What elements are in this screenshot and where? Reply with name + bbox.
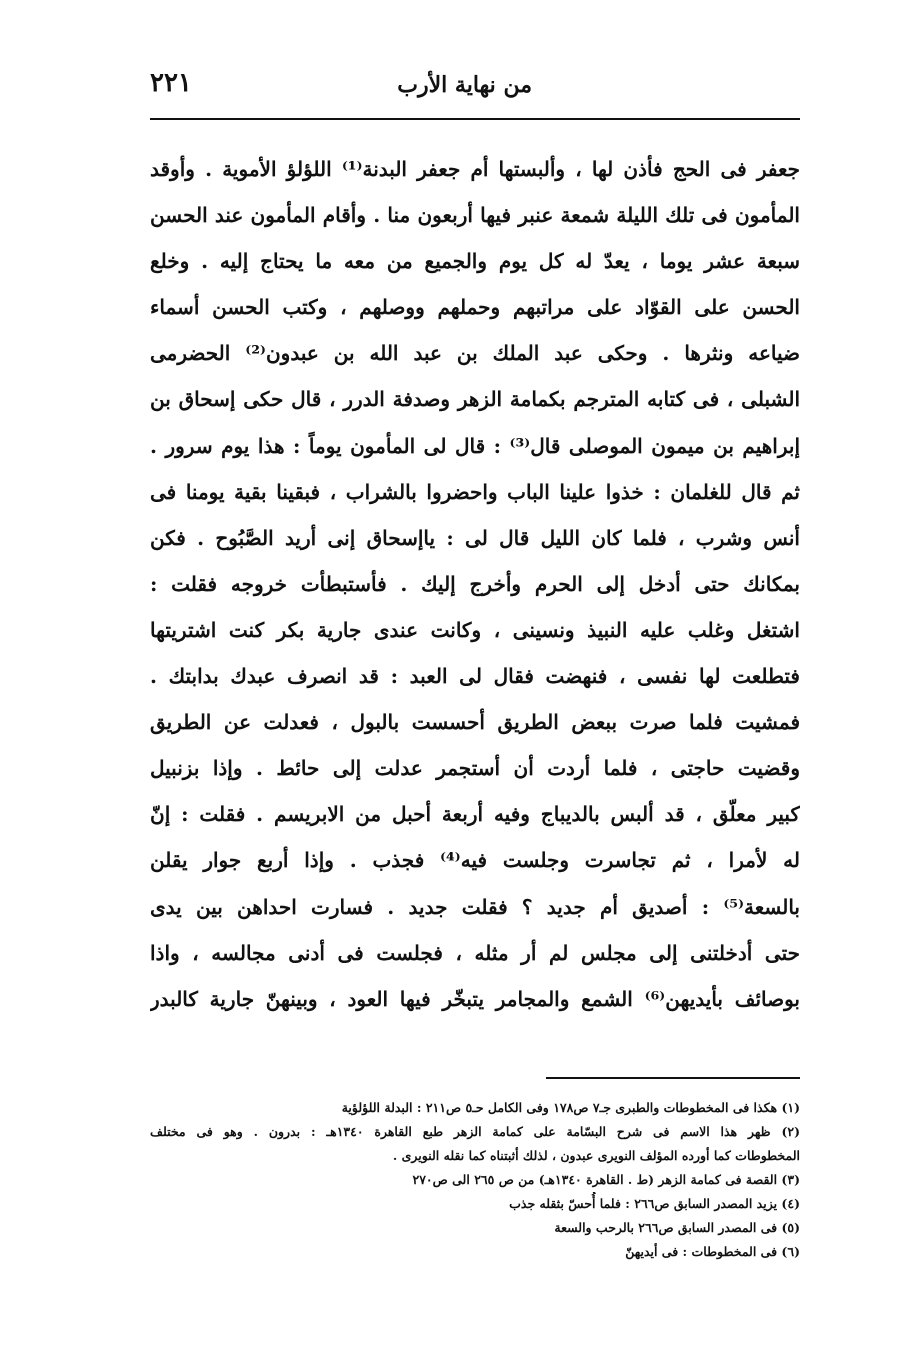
page-number: ٢٢١ <box>150 68 192 98</box>
body-line: بوصائف بأيديهن⁽⁶⁾ الشمع والمجامر يتبخّر فيها العود ، وبينهنّ جارية كالبدر <box>150 986 800 1011</box>
footnote-rule <box>546 1077 800 1079</box>
body-line: وقضيت حاجتى ، فلما أردت أن أستجمر عدلت إلى حائط . وإذا بزنبيل <box>150 756 800 781</box>
body-line: ضياعه ونثرها . وحكى عبد الملك بن عبد الله بن عبدون⁽²⁾ الحضرمى <box>150 341 800 366</box>
footnote: (٣) القصة فى كمامة الزهر (ط . القاهرة ١٣٤٠هـ) من ص ٢٦٥ الى ص٢٧٠ <box>412 1172 800 1187</box>
body-line: أنس وشرب ، فلما كان الليل قال لى : ياإسحاق إنى أريد الصَّبُوح . فكن <box>150 525 800 550</box>
body-line: له لأمرا ، ثم تجاسرت وجلست فيه⁽⁴⁾ فجذب . وإذا أربع جوار يقلن <box>150 848 800 873</box>
body-line: ثم قال للغلمان : خذوا علينا الباب واحضروا بالشراب ، فبقينا بقية يومنا فى <box>150 479 800 504</box>
body-text <box>150 146 800 1022</box>
footnote: (٦) فى المخطوطات : فى أيديهنّ <box>625 1244 800 1259</box>
footnote: (٤) يزيد المصدر السابق ص٢٦٦ : فلما أُحسّ بثقله جذب <box>509 1196 800 1211</box>
body-line: اشتغل وغلب عليه النبيذ ونسينى ، وكانت عندى جارية بكر كنت اشتريتها <box>150 617 800 642</box>
body-line: المأمون فى تلك الليلة شمعة عنبر فيها أربعون منا . وأقام المأمون عند الحسن <box>150 203 800 228</box>
body-line: فتطلعت لها نفسى ، فنهضت فقال لى العبد : قد انصرف عبدك بدابتك . <box>150 664 800 689</box>
footnotes <box>150 1096 800 1264</box>
body-line: بمكانك حتى أدخل إلى الحرم وأخرج إليك . فأستبطأت خروجه فقلت : <box>150 571 800 596</box>
footnote: (١) هكذا فى المخطوطات والطبرى جـ٧ ص١٧٨ وفى الكامل حـ٥ ص٢١١ : البدلة اللؤلؤية <box>341 1100 800 1115</box>
body-line: كبير معلّق ، قد ألبس بالديباج وفيه أربعة أحبل من الابريسم . فقلت : إنّ <box>150 802 800 827</box>
footnote-continuation: المخطوطات كما أورده المؤلف النويرى عبدون ، لذلك أثبتناه كما نقله النويرى . <box>392 1148 800 1163</box>
body-line: الشبلى ، فى كتابه المترجم بكمامة الزهر وصدفة الدرر ، قال حكى إسحاق بن <box>150 387 800 412</box>
footnote: (٢) ظهر هذا الاسم فى شرح البسّامة على كمامة الزهر طبع القاهرة ١٣٤٠هـ : بدرون . وهو فى مختلف <box>150 1124 800 1139</box>
body-line: حتى أدخلتنى إلى مجلس لم أر مثله ، فجلست فى أدنى مجالسه ، واذا <box>150 940 800 965</box>
body-line: بالسعة⁽⁵⁾ : أصديق أم جديد ؟ فقلت جديد . فسارت احداهن بين يدى <box>150 894 800 919</box>
body-line: فمشيت فلما صرت ببعض الطريق أحسست بالبول ، فعدلت عن الطريق <box>150 710 800 735</box>
page-header <box>150 68 800 112</box>
body-line: إبراهيم بن ميمون الموصلى قال⁽³⁾ : قال لى المأمون يوماً : هذا يوم سرور . <box>150 433 800 458</box>
running-title: من نهاية الأرب <box>397 72 532 98</box>
body-line: سبعة عشر يوما ، يعدّ له كل يوم والجميع من معه ما يحتاج إليه . وخلع <box>150 249 800 274</box>
footnote: (٥) فى المصدر السابق ص٢٦٦ بالرحب والسعة <box>554 1220 800 1235</box>
header-rule <box>150 118 800 120</box>
body-line: الحسن على القوّاد على مراتبهم وحملهم ووصلهم ، وكتب الحسن أسماء <box>150 295 800 320</box>
body-line: جعفر فى الحج فأذن لها ، وألبستها أم جعفر البدنة⁽¹⁾ اللؤلؤ الأموية . وأوقد <box>150 157 800 181</box>
